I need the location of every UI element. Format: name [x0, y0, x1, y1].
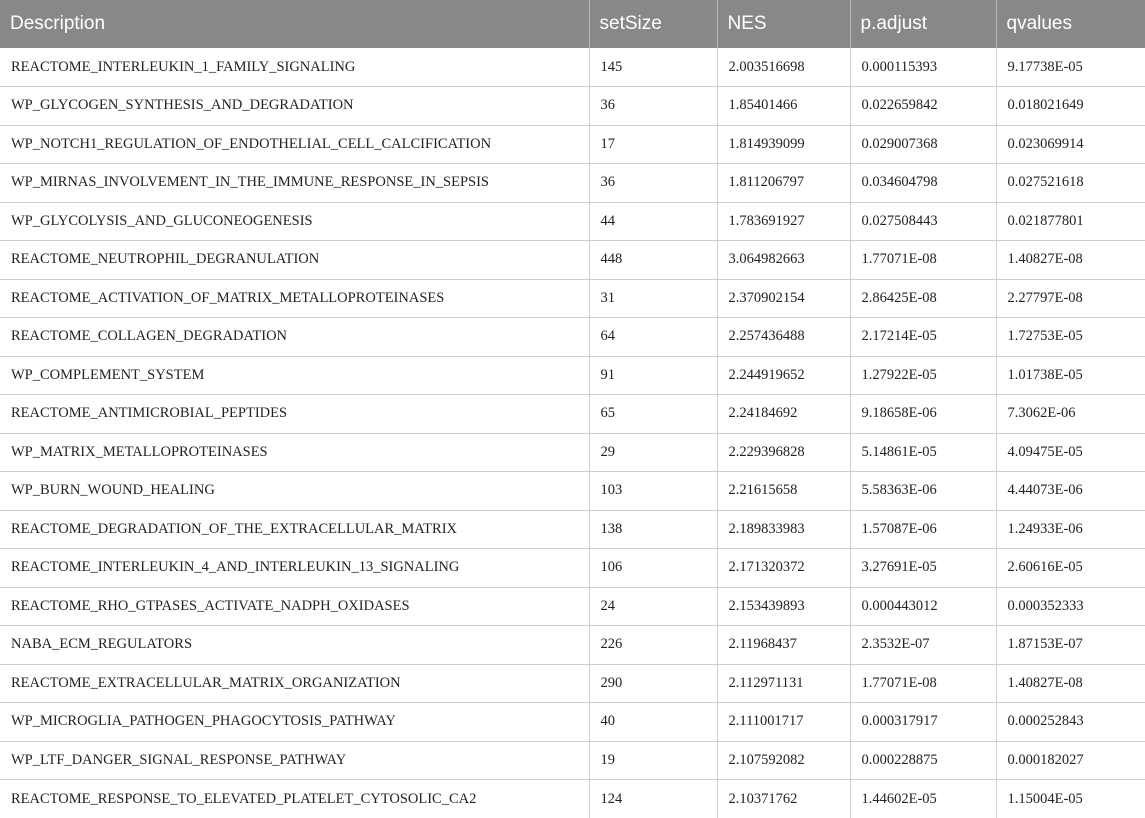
cell-qvalues: 1.87153E-07: [996, 626, 1145, 665]
cell-qvalues: 0.000352333: [996, 587, 1145, 626]
cell-p-adjust: 1.27922E-05: [850, 356, 996, 395]
table-row[interactable]: [0, 318, 1145, 357]
column-header-setsize[interactable]: setSize: [589, 0, 717, 48]
cell-qvalues: 4.09475E-05: [996, 433, 1145, 472]
cell-qvalues: 4.44073E-06: [996, 472, 1145, 511]
cell-nes: 2.370902154: [717, 279, 850, 318]
cell-qvalues: 2.27797E-08: [996, 279, 1145, 318]
table-row[interactable]: [0, 741, 1145, 780]
cell-setsize: 29: [589, 433, 717, 472]
cell-p-adjust: 0.027508443: [850, 202, 996, 241]
table-row[interactable]: [0, 164, 1145, 203]
table-row[interactable]: [0, 626, 1145, 665]
cell-description: REACTOME_INTERLEUKIN_1_FAMILY_SIGNALING: [0, 48, 589, 87]
cell-nes: 2.257436488: [717, 318, 850, 357]
cell-description: REACTOME_INTERLEUKIN_4_AND_INTERLEUKIN_13_SIGNALING: [0, 549, 589, 588]
cell-setsize: 138: [589, 510, 717, 549]
table-row[interactable]: [0, 510, 1145, 549]
table-row[interactable]: [0, 433, 1145, 472]
cell-p-adjust: 0.000317917: [850, 703, 996, 742]
cell-description: WP_LTF_DANGER_SIGNAL_RESPONSE_PATHWAY: [0, 741, 589, 780]
cell-qvalues: 1.15004E-05: [1007, 790, 1083, 807]
column-header-nes[interactable]: NES: [717, 0, 850, 48]
cell-description: REACTOME_NEUTROPHIL_DEGRANULATION: [0, 241, 589, 280]
cell-p-adjust: 2.17214E-05: [850, 318, 996, 357]
cell-qvalues: 0.018021649: [996, 87, 1145, 126]
cell-nes: 1.814939099: [717, 125, 850, 164]
cell-description: REACTOME_RESPONSE_TO_ELEVATED_PLATELET_CYTOSOLIC_CA2: [0, 780, 589, 818]
column-header-p-adjust[interactable]: p.adjust: [850, 0, 996, 48]
table-row[interactable]: [0, 87, 1145, 126]
cell-qvalues: 0.000182027: [996, 741, 1145, 780]
cell-description: REACTOME_ANTIMICROBIAL_PEPTIDES: [0, 395, 589, 434]
table-row[interactable]: [0, 241, 1145, 280]
cell-nes: 2.153439893: [717, 587, 850, 626]
cell-description: REACTOME_DEGRADATION_OF_THE_EXTRACELLULAR_MATRIX: [0, 510, 589, 549]
cell-p-adjust: 3.27691E-05: [850, 549, 996, 588]
cell-p-adjust: 5.58363E-06: [850, 472, 996, 511]
cell-nes: 1.811206797: [717, 164, 850, 203]
cell-setsize: 226: [589, 626, 717, 665]
table-body: [0, 48, 1145, 818]
cell-qvalues: 9.17738E-05: [996, 48, 1145, 87]
cell-p-adjust: 0.000115393: [850, 48, 996, 87]
cell-description: NABA_ECM_REGULATORS: [0, 626, 589, 665]
cell-description: WP_GLYCOGEN_SYNTHESIS_AND_DEGRADATION: [0, 87, 589, 126]
cell-nes: 2.229396828: [717, 433, 850, 472]
cell-p-adjust: 1.77071E-08: [850, 241, 996, 280]
cell-nes: 1.85401466: [717, 87, 850, 126]
cell-p-adjust: 2.86425E-08: [850, 279, 996, 318]
cell-p-adjust: 0.000228875: [850, 741, 996, 780]
cell-setsize: 36: [589, 164, 717, 203]
cell-p-adjust: 0.029007368: [850, 125, 996, 164]
cell-nes: 2.189833983: [717, 510, 850, 549]
cell-description: WP_GLYCOLYSIS_AND_GLUCONEOGENESIS: [0, 202, 589, 241]
cell-p-adjust: 9.18658E-06: [850, 395, 996, 434]
cell-qvalues: 1.40827E-08: [996, 664, 1145, 703]
cell-description: REACTOME_ACTIVATION_OF_MATRIX_METALLOPROTEINASES: [0, 279, 589, 318]
cell-p-adjust: 1.57087E-06: [850, 510, 996, 549]
cell-p-adjust: 0.000443012: [850, 587, 996, 626]
table-row[interactable]: [0, 279, 1145, 318]
cell-qvalues: 0.021877801: [996, 202, 1145, 241]
cell-nes: 2.107592082: [717, 741, 850, 780]
cell-setsize: 36: [589, 87, 717, 126]
cell-description: WP_BURN_WOUND_HEALING: [0, 472, 589, 511]
cell-description: WP_NOTCH1_REGULATION_OF_ENDOTHELIAL_CELL_CALCIFICATION: [0, 125, 589, 164]
cell-setsize: 44: [589, 202, 717, 241]
cell-description: REACTOME_EXTRACELLULAR_MATRIX_ORGANIZATION: [0, 664, 589, 703]
cell-nes: 2.111001717: [717, 703, 850, 742]
cell-setsize: 91: [589, 356, 717, 395]
cell-p-adjust: 0.022659842: [850, 87, 996, 126]
cell-qvalues: 1.72753E-05: [996, 318, 1145, 357]
table-row[interactable]: [0, 587, 1145, 626]
cell-description: WP_MIRNAS_INVOLVEMENT_IN_THE_IMMUNE_RESPONSE_IN_SEPSIS: [0, 164, 589, 203]
cell-qvalues: 1.01738E-05: [996, 356, 1145, 395]
table-row[interactable]: [0, 395, 1145, 434]
cell-setsize: 124: [589, 780, 717, 818]
header-row: [0, 0, 1145, 48]
cell-nes: 2.21615658: [717, 472, 850, 511]
cell-p-adjust: 0.034604798: [850, 164, 996, 203]
cell-description: WP_MATRIX_METALLOPROTEINASES: [0, 433, 589, 472]
column-header-qvalues[interactable]: qvalues: [996, 0, 1145, 48]
cell-setsize: 31: [589, 279, 717, 318]
table-row[interactable]: [0, 202, 1145, 241]
cell-nes: 3.064982663: [717, 241, 850, 280]
cell-qvalues: 2.60616E-05: [996, 549, 1145, 588]
cell-qvalues: 1.24933E-06: [996, 510, 1145, 549]
cell-qvalues: 0.027521618: [996, 164, 1145, 203]
table-row[interactable]: [0, 48, 1145, 87]
cell-qvalues: 7.3062E-06: [996, 395, 1145, 434]
cell-nes: 2.171320372: [717, 549, 850, 588]
cell-qvalues: 0.000252843: [996, 703, 1145, 742]
cell-qvalues: 1.40827E-08: [996, 241, 1145, 280]
cell-nes: 2.11968437: [717, 626, 850, 665]
table-row[interactable]: [0, 703, 1145, 742]
cell-setsize: 65: [589, 395, 717, 434]
cell-p-adjust: 1.77071E-08: [850, 664, 996, 703]
cell-setsize: 19: [589, 741, 717, 780]
table-row[interactable]: [0, 664, 1145, 703]
table-row[interactable]: [0, 356, 1145, 395]
column-header-description[interactable]: Description: [0, 0, 589, 48]
cell-qvalues: 0.023069914: [996, 125, 1145, 164]
cell-nes: 2.244919652: [717, 356, 850, 395]
cell-setsize: 17: [589, 125, 717, 164]
cell-nes: 2.24184692: [717, 395, 850, 434]
cell-p-adjust: 1.44602E-05: [850, 780, 996, 818]
cell-nes: 2.112971131: [717, 664, 850, 703]
table-header: [0, 0, 1145, 48]
cell-description: WP_COMPLEMENT_SYSTEM: [0, 356, 589, 395]
table-row[interactable]: [0, 780, 1145, 818]
cell-nes: 1.783691927: [717, 202, 850, 241]
cell-setsize: 145: [589, 48, 717, 87]
cell-setsize: 40: [589, 703, 717, 742]
table-row[interactable]: [0, 472, 1145, 511]
cell-p-adjust: 2.3532E-07: [850, 626, 996, 665]
cell-p-adjust: 5.14861E-05: [850, 433, 996, 472]
cell-description: WP_MICROGLIA_PATHOGEN_PHAGOCYTOSIS_PATHWAY: [0, 703, 589, 742]
cell-description: REACTOME_RHO_GTPASES_ACTIVATE_NADPH_OXIDASES: [0, 587, 589, 626]
cell-setsize: 103: [589, 472, 717, 511]
cell-setsize: 106: [589, 549, 717, 588]
cell-setsize: 64: [589, 318, 717, 357]
cell-setsize: 448: [589, 241, 717, 280]
table-row[interactable]: [0, 125, 1145, 164]
cell-description: REACTOME_COLLAGEN_DEGRADATION: [0, 318, 589, 357]
cell-setsize: 24: [589, 587, 717, 626]
cell-nes: 2.003516698: [717, 48, 850, 87]
cell-setsize: 290: [589, 664, 717, 703]
table-row[interactable]: [0, 549, 1145, 588]
cell-nes: 2.10371762: [717, 780, 850, 818]
